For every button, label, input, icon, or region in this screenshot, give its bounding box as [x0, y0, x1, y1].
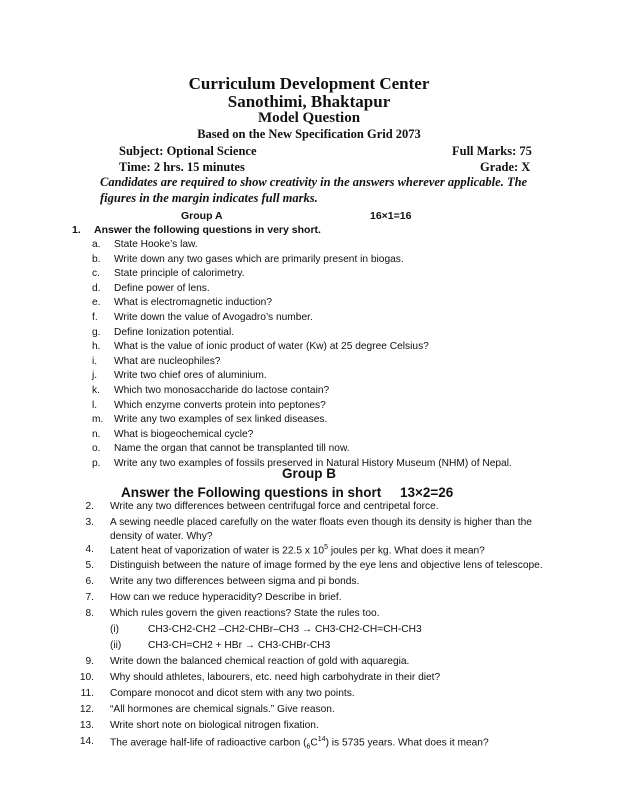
question-number: 3.: [85, 517, 94, 528]
reaction-equation: CH3-CH=CH2 + HBr → CH3-CHBr-CH3: [148, 640, 331, 651]
group-a-marks: 16×1=16: [370, 210, 412, 222]
item-marker: l.: [92, 399, 98, 411]
question-1-item: [92, 326, 234, 341]
question-number: 7.: [85, 592, 94, 603]
institution-location: Sanothimi, Bhaktapur: [227, 92, 391, 111]
time-label: Time: 2 hrs. 15 minutes: [119, 160, 245, 174]
question-text: Compare monocot and dicot stem with any two points.: [110, 688, 355, 699]
question-text-part: ) is 5735 years. What does it mean?: [325, 737, 489, 749]
superscript: 5: [324, 544, 328, 551]
sub-question-label: (i): [110, 624, 120, 635]
question-number: 11.: [80, 688, 94, 699]
item-text: Write down any two gases which are primarily present in biogas.: [114, 253, 404, 265]
question-text-part: joules per kg. What does it mean?: [327, 545, 485, 557]
item-text: What are nucleophiles?: [114, 355, 221, 367]
question-number: 13.: [79, 720, 94, 731]
item-marker: c.: [92, 268, 100, 280]
item-marker: p.: [92, 458, 101, 469]
question-1-item: [92, 413, 327, 428]
item-text: What is biogeochemical cycle?: [114, 428, 254, 440]
item-text: Which enzyme converts protein into peptones?: [114, 399, 326, 411]
question-number: 12.: [79, 704, 94, 715]
item-text: Define power of lens.: [114, 282, 210, 294]
subject-label: Subject: Optional Science: [119, 144, 257, 158]
question-text: How can we reduce hyperacidity? Describe in brief.: [110, 592, 342, 603]
question-text: Which rules govern the given reactions? State the rules too.: [110, 608, 380, 619]
paper-title: Model Question: [257, 110, 361, 126]
group-b-heading: Answer the Following questions in short: [121, 485, 382, 500]
item-text: State principle of calorimetry.: [114, 268, 245, 280]
item-text: Write down the value of Avogadro’s number.: [114, 312, 313, 323]
question-1-number: 1.: [72, 224, 81, 236]
item-marker: n.: [92, 428, 101, 440]
question-1-item: [92, 267, 245, 282]
item-text: What is the value of ionic product of water (Kw) at 25 degree Celsius?: [114, 341, 429, 353]
item-marker: g.: [92, 326, 101, 338]
question-number: 2.: [85, 501, 94, 512]
superscript: 14: [317, 736, 326, 743]
question-number: 4.: [85, 544, 94, 555]
item-marker: b.: [92, 253, 101, 265]
question-text: [110, 736, 489, 750]
question-text: Write short note on biological nitrogen fixation.: [110, 720, 319, 731]
item-marker: a.: [92, 239, 101, 250]
question-text: Distinguish between the nature of image formed by the eye lens and objective lens of telescope.: [110, 560, 543, 571]
item-marker: o.: [92, 443, 101, 455]
question-1-item: [92, 384, 329, 399]
question-text: Why should athletes, labourers, etc. need high carbohydrate in their diet?: [110, 672, 441, 683]
question-text-part: Latent heat of vaporization of water is 22.5 x 10: [110, 545, 325, 557]
paper-basis: Based on the New Specification Grid 2073: [197, 127, 421, 141]
question-text: “All hormones are chemical signals.” Give reason.: [110, 704, 335, 715]
question-text: Write down the balanced chemical reaction of gold with aquaregia.: [110, 656, 410, 667]
item-text: Name the organ that cannot be transplanted till now.: [114, 443, 350, 455]
item-marker: k.: [92, 385, 100, 396]
item-marker: d.: [92, 282, 101, 294]
question-text: A sewing needle placed carefully on the water floats even though its density is higher than the: [110, 517, 532, 528]
question-text: Write any two differences between sigma and pi bonds.: [110, 576, 360, 587]
question-text: [110, 544, 485, 556]
item-text: Write two chief ores of aluminium.: [114, 370, 267, 382]
item-marker: h.: [92, 341, 101, 353]
item-text: Which two monosaccharide do lactose contain?: [114, 385, 330, 396]
question-1-item: [92, 282, 210, 297]
item-marker: e.: [92, 297, 101, 309]
institution-title: Curriculum Development Center: [188, 74, 430, 93]
item-text: Write any two examples of sex linked diseases.: [114, 414, 328, 426]
sub-question-label: (ii): [110, 640, 122, 651]
question-1-item: [92, 428, 253, 443]
question-text: Write any two differences between centrifugal force and centripetal force.: [110, 501, 439, 512]
question-1-item: [92, 238, 198, 253]
item-marker: f.: [92, 312, 98, 323]
question-number: 10.: [79, 672, 94, 683]
atomic-number-subscript: 6: [306, 743, 311, 751]
item-marker: m.: [92, 414, 104, 426]
question-1-item: [92, 340, 429, 355]
question-number: 9.: [85, 656, 94, 667]
question-1-item: [92, 253, 404, 268]
question-number: 14.: [79, 736, 94, 747]
item-text: Write any two examples of fossils preserved in Natural History Museum (NHM) of Nepal.: [114, 458, 512, 469]
item-marker: i.: [92, 355, 98, 367]
question-1-item: [92, 296, 272, 311]
item-text: Define Ionization potential.: [114, 326, 235, 338]
question-1-text: Answer the following questions in very short.: [94, 224, 321, 236]
full-marks-label: Full Marks: 75: [452, 144, 532, 158]
question-1-item: [92, 399, 326, 414]
reaction-equation: CH3-CH2-CH2 –CH2-CHBr–CH3 → CH3-CH2-CH=CH-CH3: [148, 624, 422, 635]
question-number: 8.: [85, 608, 94, 619]
question-1-item: [92, 442, 350, 457]
group-b-marks: 13×2=26: [400, 485, 454, 500]
question-number: 6.: [85, 576, 94, 587]
question-text-part: The average half-life of radioactive carbon (: [110, 737, 307, 749]
question-1-item: [92, 311, 313, 326]
element-symbol: C: [310, 737, 318, 749]
question-1-item: [92, 355, 220, 370]
grade-label: Grade: X: [480, 160, 531, 174]
instructions: Candidates are required to show creativity in the answers wherever applicable. The figures in the margin indicates full marks.: [100, 175, 528, 205]
question-1-item: [92, 369, 267, 384]
item-marker: j.: [92, 370, 98, 382]
group-b-title: Group B: [282, 466, 336, 481]
item-text: What is electromagnetic induction?: [114, 297, 272, 309]
question-number: 5.: [85, 560, 94, 571]
group-a-title: Group A: [181, 210, 223, 222]
question-text-continuation: density of water. Why?: [110, 531, 213, 542]
item-text: State Hooke’s law.: [114, 239, 198, 250]
